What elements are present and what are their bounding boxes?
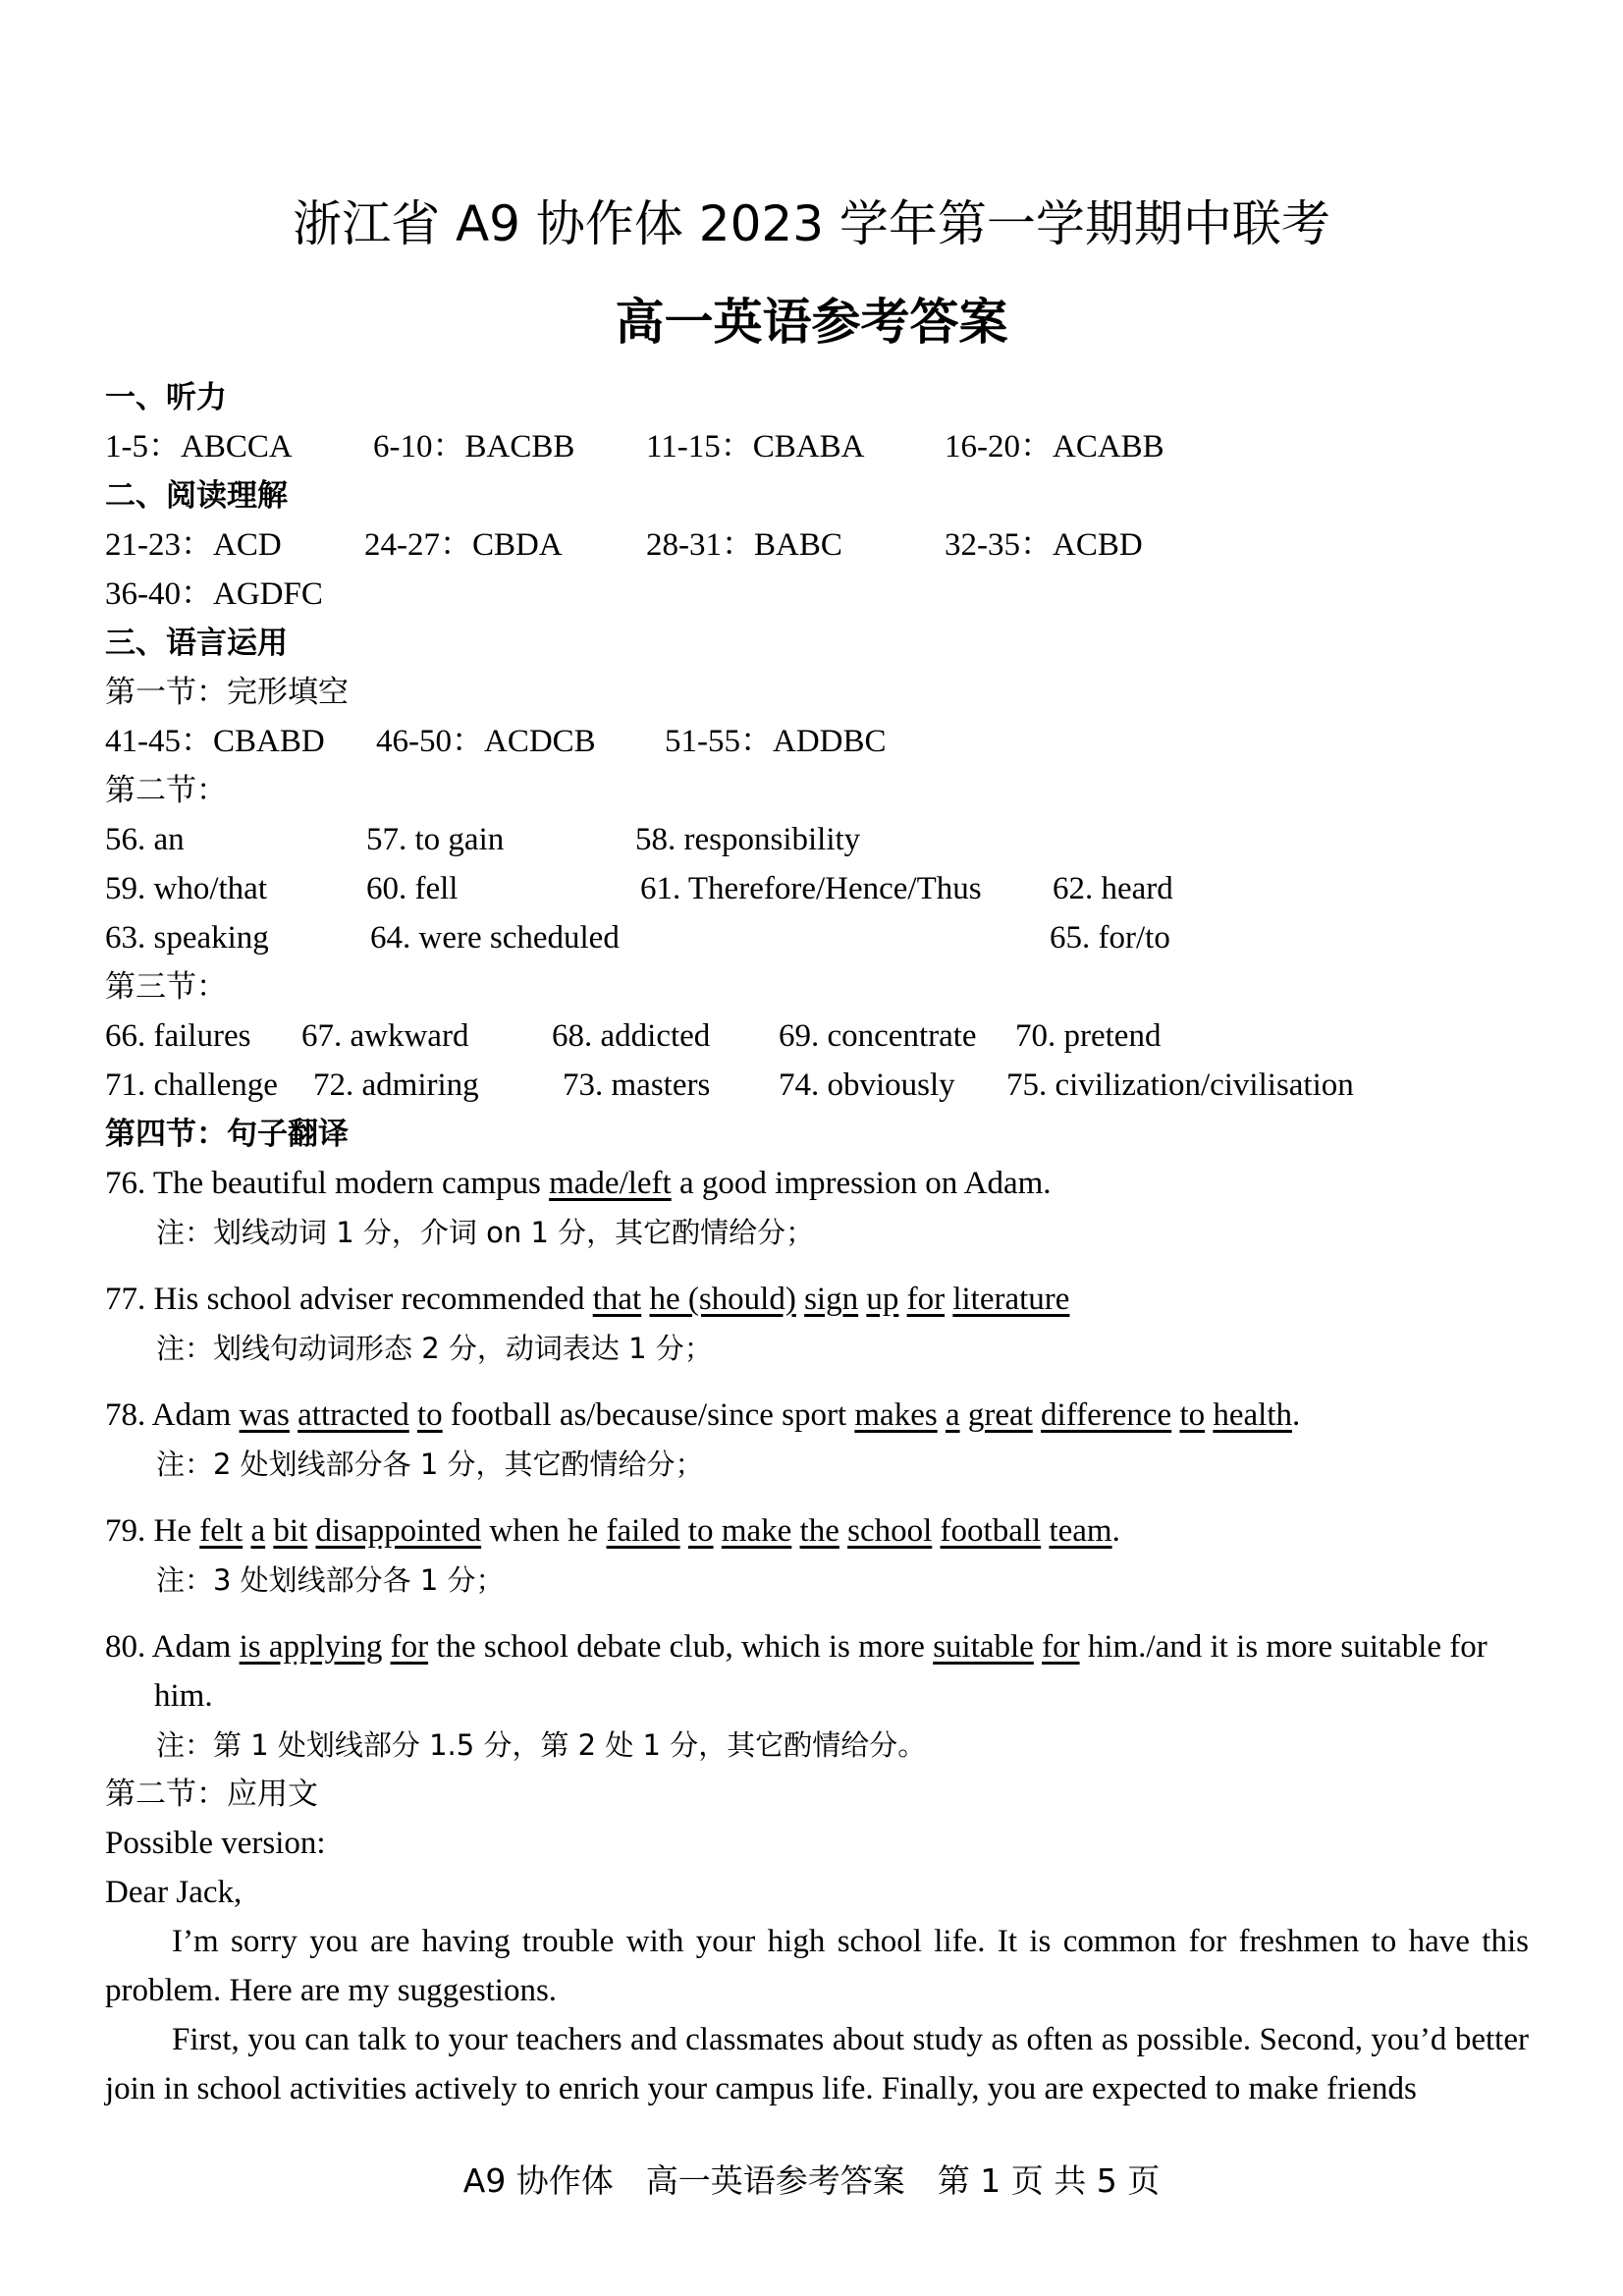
translation-76: 76. The beautiful modern campus made/left a good impression on Adam.: [105, 1166, 1052, 1201]
answer-group: 6-10：BACBB: [373, 429, 575, 465]
part-heading-writing: 第二节：应用文: [105, 1777, 318, 1812]
answer-group: 11-15：CBABA: [646, 429, 865, 465]
answer-item: 60. fell: [366, 871, 459, 906]
grammar-answers-row3: [105, 913, 1529, 962]
answer-item: 72. admiring: [313, 1067, 479, 1103]
scoring-note-80: 注：第 1 处划线部分 1.5 分，第 2 处 1 分，其它酌情给分。: [156, 1728, 927, 1762]
answer-item: 66. failures: [105, 1018, 251, 1054]
translation-77: 77. His school adviser recommended that he (should) sign up for literature: [105, 1282, 1070, 1317]
answer-group: 46-50：ACDCB: [376, 724, 596, 759]
scoring-note-79: 注：3 处划线部分各 1 分；: [156, 1563, 505, 1597]
word-answers-row1: [105, 1011, 1529, 1061]
answer-group: 51-55：ADDBC: [665, 724, 887, 759]
answer-item: 73. masters: [563, 1067, 711, 1103]
answer-group: 1-5：ABCCA: [105, 429, 293, 465]
answer-group: 21-23：ACD: [105, 527, 282, 563]
scoring-note-77: 注：划线句动词形态 2 分，动词表达 1 分；: [156, 1332, 713, 1365]
answer-group: 28-31：BABC: [646, 527, 842, 563]
letter-greeting: Dear Jack,: [105, 1875, 243, 1910]
listening-answers: [105, 422, 1529, 471]
translation-78: 78. Adam was attracted to football as/because/since sport makes a great difference to health.: [105, 1397, 1301, 1433]
answer-item: 68. addicted: [552, 1018, 711, 1054]
page-footer: A9 协作体 高一英语参考答案 第 1 页 共 5 页: [462, 2161, 1161, 2200]
section-heading-reading: 二、阅读理解: [105, 478, 288, 514]
answer-group: 36-40：AGDFC: [105, 576, 323, 612]
answer-item: 65. for/to: [1050, 920, 1170, 956]
answer-group: 32-35：ACBD: [945, 527, 1143, 563]
scoring-note-76: 注：划线动词 1 分，介词 on 1 分，其它酌情给分；: [156, 1216, 815, 1249]
answer-item: 57. to gain: [366, 822, 505, 857]
letter-paragraph-2: First, you can talk to your teachers and classmates about study as often as possible. Second, you’d better join in school activities actively to enrich your campus life. Finally, you are expected to make friends: [105, 2022, 1529, 2106]
answer-item: 64. were scheduled: [370, 920, 620, 956]
translation-80: 80. Adam is applying for the school debate club, which is more suitable for him./and it is more suitable for him.: [105, 1629, 1488, 1714]
answer-item: 58. responsibility: [635, 822, 861, 857]
scoring-note-78: 注：2 处划线部分各 1 分，其它酌情给分；: [156, 1448, 704, 1481]
answer-item: 71. challenge: [105, 1067, 278, 1103]
page-title: 浙江省 A9 协作体 2023 学年第一学期期中联考: [293, 195, 1330, 252]
answer-item: 56. an: [105, 822, 185, 857]
answer-item: 59. who/that: [105, 871, 267, 906]
answer-item: 67. awkward: [301, 1018, 469, 1054]
grammar-answers-row1: [105, 815, 1529, 864]
answer-group: 24-27：CBDA: [364, 527, 563, 563]
part-heading-words: 第三节：: [105, 969, 227, 1005]
translation-79: 79. He felt a bit disappointed when he failed to make the school football team.: [105, 1513, 1120, 1549]
answer-item: 63. speaking: [105, 920, 269, 956]
section-heading-translation: 第四节：句子翻译: [105, 1117, 349, 1152]
section-heading-language: 三、语言运用: [105, 626, 288, 661]
possible-version-label: Possible version:: [105, 1826, 326, 1861]
letter-paragraph-1: I’m sorry you are having trouble with your high school life. It is common for freshmen to have this problem. Here are my suggestions.: [105, 1924, 1529, 2008]
answer-item: 70. pretend: [1015, 1018, 1162, 1054]
answer-item: 61. Therefore/Hence/Thus: [640, 871, 982, 906]
word-answers-row2: [105, 1061, 1529, 1110]
section-heading-listening: 一、听力: [105, 380, 227, 415]
part-heading-cloze: 第一节：完形填空: [105, 675, 349, 710]
reading-answers-row1: [105, 520, 1529, 570]
answer-item: 69. concentrate: [779, 1018, 977, 1054]
answer-content: [105, 373, 1529, 2113]
answer-item: 62. heard: [1053, 871, 1173, 906]
answer-group: 16-20：ACABB: [945, 429, 1164, 465]
page-subtitle: 高一英语参考答案: [615, 294, 1008, 351]
cloze-answers: [105, 717, 1529, 766]
answer-item: 74. obviously: [779, 1067, 955, 1103]
answer-item: 75. civilization/civilisation: [1006, 1067, 1354, 1103]
answer-group: 41-45：CBABD: [105, 724, 325, 759]
grammar-answers-row2: [105, 864, 1529, 913]
part-heading-grammar: 第二节：: [105, 773, 227, 808]
reading-answers-row2: [105, 570, 1529, 619]
